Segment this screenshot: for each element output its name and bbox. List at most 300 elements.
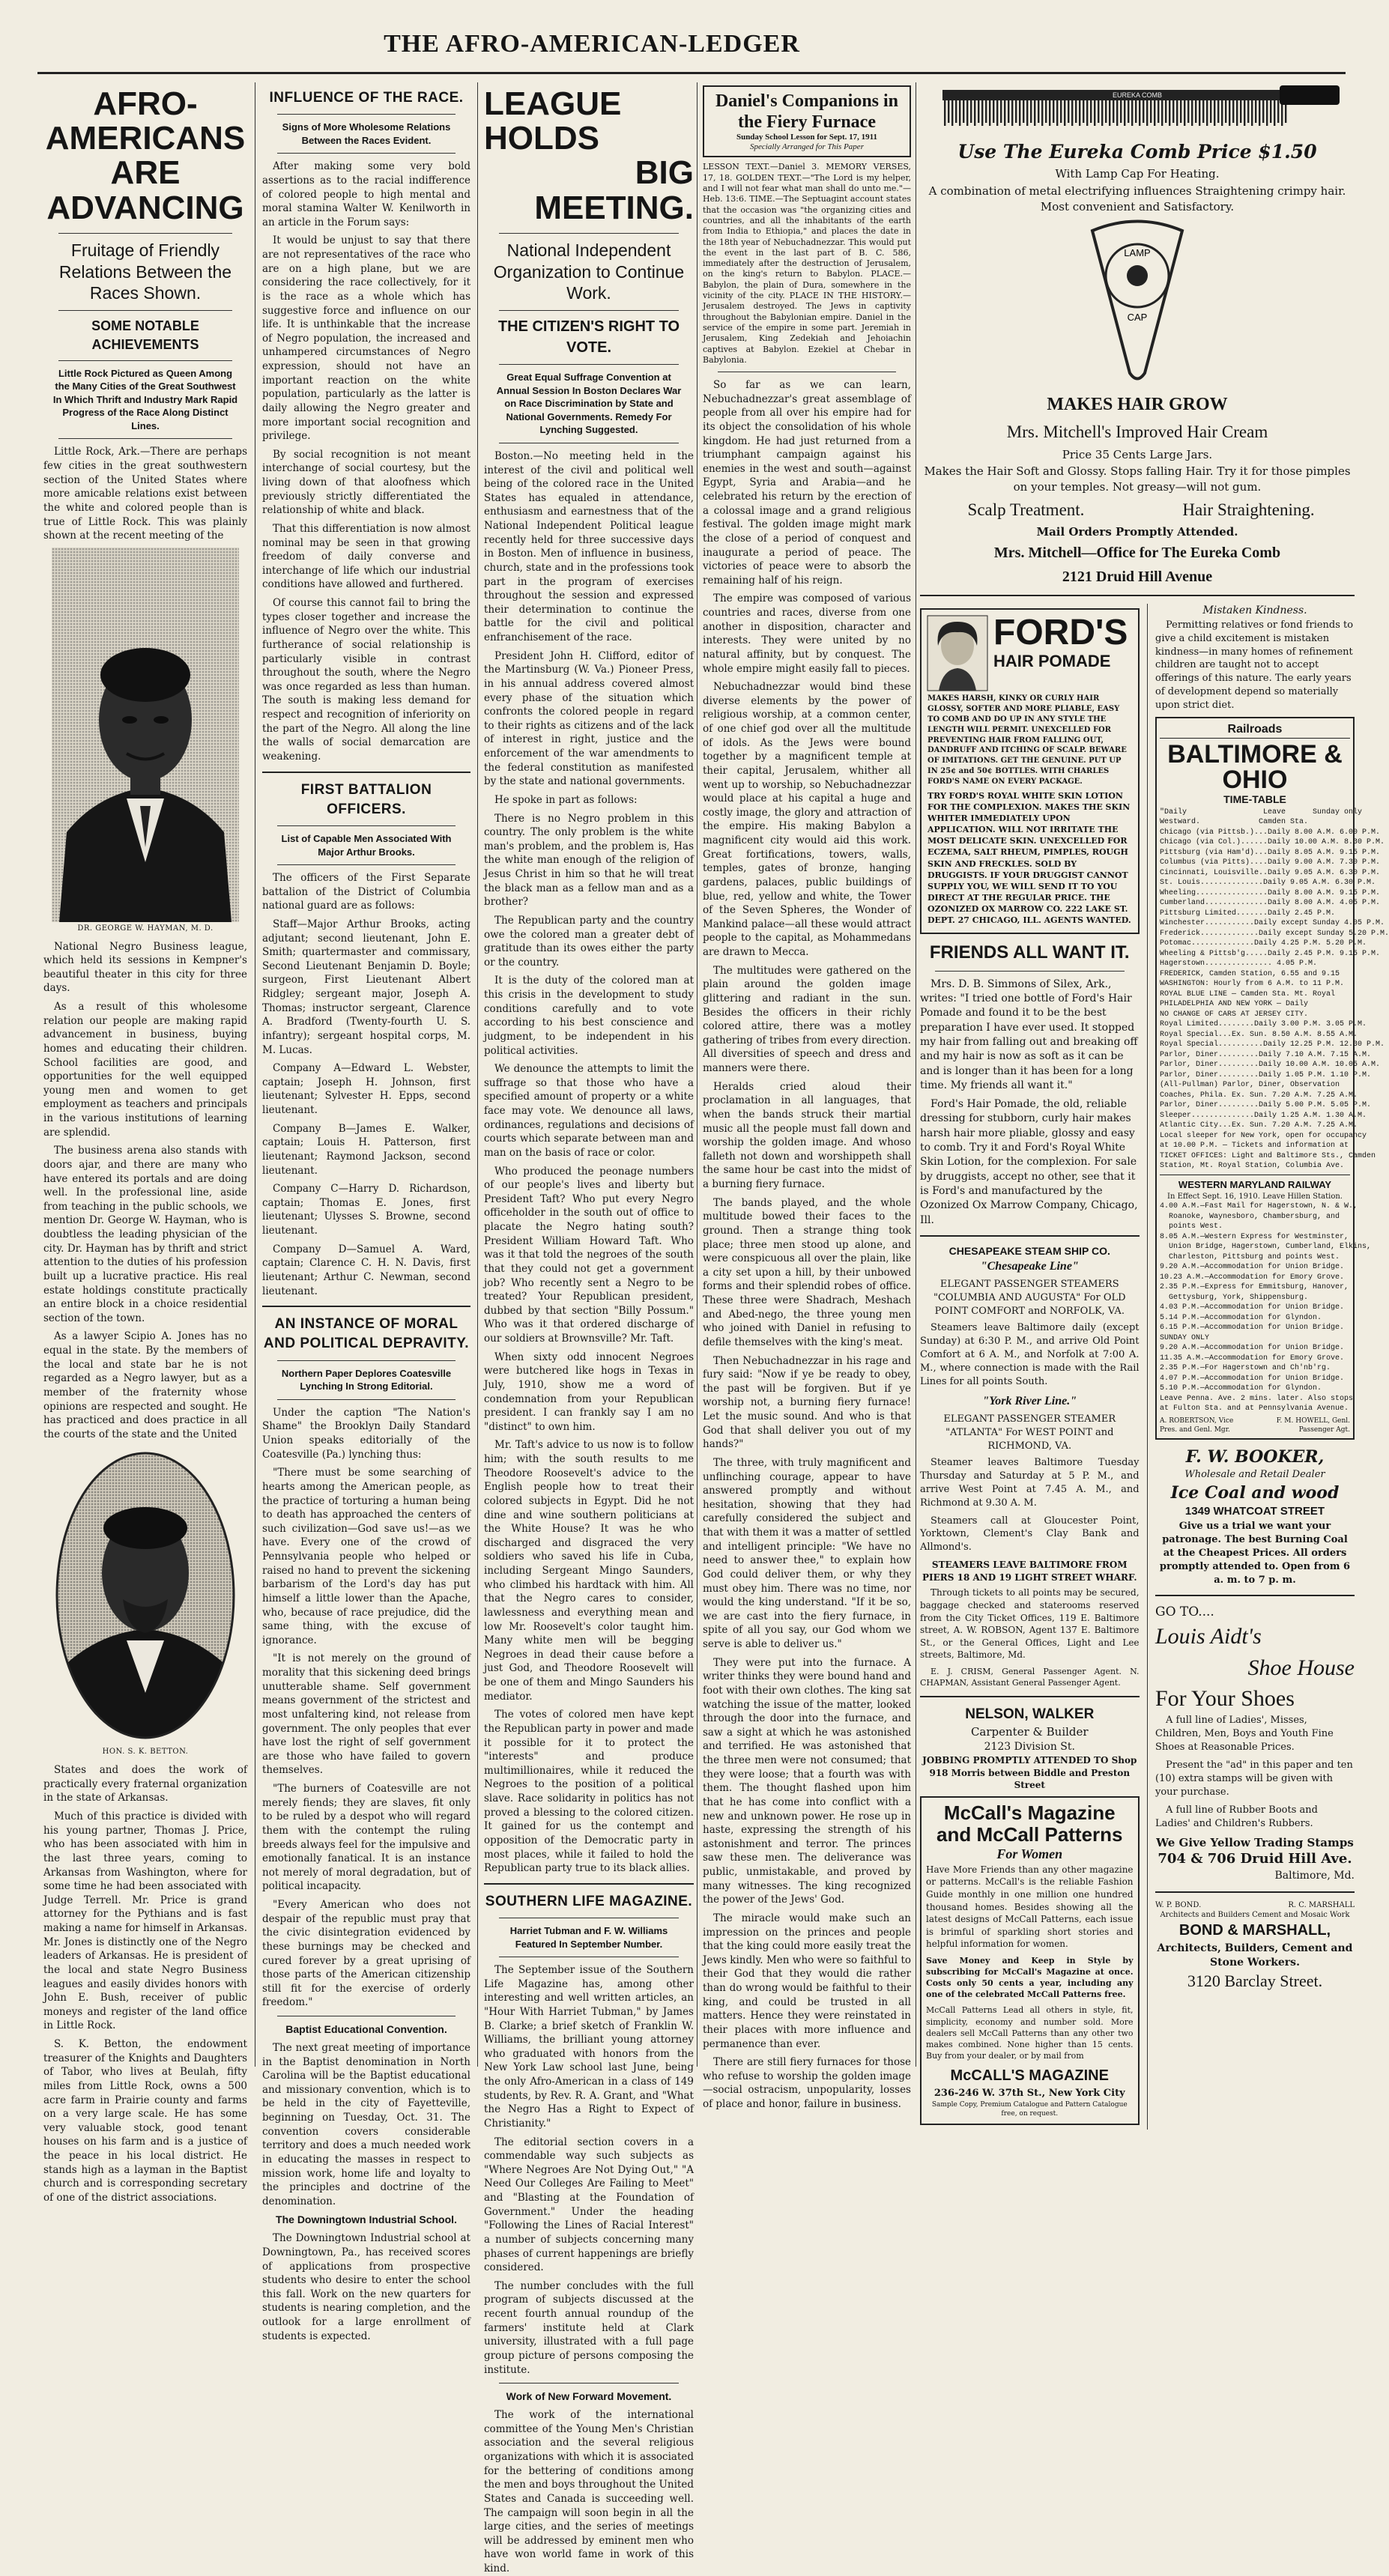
timetable-row: Atlantic City...Ex. Sun. 7.20 A.M. 7.25 A.M.: [1160, 1121, 1358, 1130]
bond-names: [1155, 1900, 1355, 1911]
chesapeake-line: "Chesapeake Line": [980, 1260, 1079, 1273]
friends-paragraph: Ford's Hair Pomade, the old, reliable dressing for stubborn, curly hair makes harsh hair more pliable, glossy and easy to comb. Try it and Ford's Royal White Skin Lotion, for the complexion. For sale by druggists, accept no other, see that it is Ford's and manufactured by the Ozonized Ox Marrow Company, Chicago, Ill.: [920, 1098, 1138, 1226]
comb-tooth: [1113, 100, 1114, 123]
hair-cream-description: Makes the Hair Soft and Glossy. Stops falling Hair. Try it for those pimples on your temples. Not greasy—will not gum.: [924, 464, 1351, 494]
article-paragraph: President John H. Clifford, editor of the Martinsburg (W. Va.) Pioneer Press, in his annual address covered almost every phase of the situation which confronts the colored people in regard to their rights as citizens and of the lack of interest in right, justice and the enforcement of the war amendments to the federal constitution as manifested by the state and national governments.: [484, 649, 694, 788]
mccall-subtitle: For Women: [996, 1846, 1063, 1862]
timetable-row: Pittsburg (via Ham'd)...Daily 8.05 A.M. 9.15 P.M.: [1160, 848, 1381, 857]
article-paragraph: As a result of this wholesome relation our people are making rapid advancement in business, buying homes and educating their children. School facilities are good, and opportunities for the well equipped young men and women to get employment as teachers and principals in the various institutions of learning are splendid.: [43, 1001, 247, 1139]
cap-label: CAP: [1127, 312, 1148, 324]
article-paragraph: The three, with truly magnificent and unflinching courage, appear to have answered promptly and without hesitation, showing that they had carefully considered the subject and that with them it was a matter of settled and intelligent principle: "We have no need to answer thee," to explain how God could deliver them, or why they must obey him. There was no time, nor would the king understand. "If it be so, we are cast into the fiery furnace, in spite of all you say, our God whom we serve is able to deliver us.": [703, 1456, 911, 1651]
timetable-row: 10.23 A.M.—Accommodation for Emory Grove.: [1160, 1273, 1345, 1282]
timetable-row: Parlor, Diner.........Daily 5.00 P.M. 5.05 P.M.: [1160, 1101, 1372, 1110]
divider: [920, 595, 1355, 596]
mccall-ad: [920, 1796, 1140, 2125]
timetable-row: WASHINGTON: Hourly from 6 A.M. to 11 P.M.: [1160, 980, 1345, 989]
timetable-row: Parlor, Diner.........Daily 1.05 P.M. 1.10 P.M.: [1160, 1070, 1372, 1079]
timetable-row: "Daily Leave Sunday only: [1160, 807, 1363, 816]
comb-tooth: [970, 100, 972, 123]
deck: Signs of More Wholesome Relations Between the Races Evident.: [282, 121, 451, 146]
portrait-caption: DR. GEORGE W. HAYMAN, M. D.: [77, 924, 214, 933]
divider: [277, 114, 456, 115]
comb-tooth: [1274, 100, 1275, 126]
aidt-name: Louis Aidt's: [1155, 1624, 1262, 1649]
fords-brand: [993, 613, 1128, 673]
timetable-row: points West.: [1160, 1222, 1223, 1231]
nelson-walker-ad: [920, 1705, 1140, 1792]
deck: Great Equal Suffrage Convention at Annual Session In Boston Declares War on Race Discrimination by State and National Governments. Remedy For Lynching Suggested.: [496, 372, 682, 436]
nelson-address: 2123 Division St.: [984, 1740, 1075, 1753]
ad-subcolumn-left: [920, 604, 1140, 2129]
york-text: Through tickets to all points may be secured, baggage checked and staterooms reserved from the City Ticket Offices, 119 E. Baltimore street, A. W. ROBSON, Agent 137 E. Baltimore St., or the General Offices, Light and Lee streets, Baltimore, Md.: [920, 1587, 1140, 1661]
divider: [277, 1399, 456, 1400]
fords-description: MAKES HARSH, KINKY OR CURLY HAIR GLOSSY, SOFTER AND MORE PLIABLE, EASY TO COMB AND DO UP IN ANY STYLE THE LENGTH WILL PERMIT. UNEXCELLED FOR PREVENTING HAIR FROM FALLING OUT, DANDRUFF AND ITCHING OF SCALP. BEWARE OF IMITATIONS. GET THE GENUINE. PUT UP IN 25¢ and 50¢ BOTTLES. WITH CHARLES FORD'S NAME ON EVERY PACKAGE.: [927, 694, 1127, 786]
wm-sign-left: A. ROBERTSON, Vice Pres. and Genl. Mgr.: [1160, 1416, 1234, 1434]
nelson-title: NELSON, WALKER: [965, 1706, 1095, 1723]
comb-tooth: [1277, 100, 1279, 123]
article-paragraph: By social recognition is not meant interchange of social courtesy, but the living down of that aloofness which previously strictly differentiated the relationship of white and black.: [262, 448, 470, 517]
mitchell-office: Mrs. Mitchell—Office for The Eureka Comb: [993, 545, 1281, 562]
comb-tooth: [1217, 100, 1219, 123]
divider: [58, 438, 232, 439]
timetable-row: Union Bridge, Hagerstown, Cumberland, Elkins,: [1160, 1243, 1372, 1252]
comb-tooth: [944, 100, 945, 126]
comb-tooth: [1098, 100, 1099, 123]
chesapeake-ad: [920, 1244, 1140, 1688]
comb-tooth: [948, 100, 949, 123]
timetable-row: at Fulton Sta. and at Pennsylvania Avenue.: [1160, 1404, 1349, 1413]
headline: [43, 87, 247, 225]
bo-subtitle: TIME-TABLE: [1223, 793, 1286, 806]
comb-tooth: [1199, 100, 1200, 126]
fords-header: [927, 613, 1132, 691]
booker-ad: [1155, 1446, 1355, 1587]
timetable-row: at 10.00 P.M. — Tickets and information at: [1160, 1142, 1349, 1151]
comb-tooth: [1128, 100, 1129, 123]
bond-right: R. C. MARSHALL: [1288, 1900, 1355, 1909]
divider: [935, 971, 1125, 972]
article-paragraph: It would be unjust to say that there are not representatives of the race who are on a high plane, but we are considering the race collectively, for it is the race as a whole which has suggestive force and influence on our life. It is unthinkable that the increase of Negro population, the increased and unhampered circumstances of Negro expression, should not have an important reaction on the white population, particularly as the latter is daily allowing the Negro greater and more important social recognition and privilege.: [262, 234, 470, 443]
divider: [262, 1306, 470, 1307]
timetable-row: Coaches, Phila. Ex. Sun. 7.20 A.M. 7.25 A.M.: [1160, 1091, 1358, 1100]
bo-timetable: [1160, 807, 1389, 1172]
comb-tooth: [1221, 100, 1223, 126]
comb-tooth: [1053, 100, 1054, 123]
aidt-text: Present the "ad" in this paper and ten (10) extra stamps will be given with your purchase.: [1155, 1760, 1353, 1798]
headline-line-2: ARE ADVANCING: [46, 154, 244, 226]
timetable-row: 4.00 A.M.—Fast Mail for Hagerstown, N. & W.,: [1160, 1202, 1358, 1211]
article-paragraph: The officers of the First Separate battalion of the District of Columbia national guard are as follows:: [262, 872, 470, 912]
timetable-row: (All-Pullman) Parlor, Diner, Observation: [1160, 1081, 1340, 1090]
wm-subtitle: In Effect Sept. 16, 1910. Leave Hillen Station.: [1167, 1192, 1343, 1201]
comb-tooth: [981, 100, 983, 126]
comb-tooth: [1206, 100, 1208, 126]
comb-tooth: [1131, 100, 1133, 126]
article-paragraph: The Republican party and the country owe the colored man a greater debt of gratitude than its owes either the party or the country.: [484, 914, 694, 969]
fords-subtitle: HAIR POMADE: [993, 651, 1111, 670]
booker-subtitle: Wholesale and Retail Dealer: [1184, 1469, 1325, 1480]
article-paragraph: The bands played, and the whole multitude bowed their faces to the ground. Then a strange thing took place; three men stood up alone, and were conspicuous all over the plain, like a city set upon a hill, by their unbowed forms and their splendid robes of office. These three were Shadrach, Meshach and Abed-nego, the three young men who joined with Daniel in refusing to defile themselves with the king's meat.: [703, 1196, 911, 1348]
timetable-row: 4.07 P.M.—Accommodation for Union Bridge.: [1160, 1374, 1345, 1383]
divider: [277, 153, 456, 154]
friends-paragraph: Mrs. D. B. Simmons of Silex, Ark., writes: "I tried one bottle of Ford's Hair Pomade and found it to be the best preparation I have ever used. It stopped my hair from falling out and breaking off and my hair is now as soft as it can be and is longer than it has been for a long time. My friends all want it.": [920, 978, 1138, 1091]
comb-tooth: [1116, 100, 1118, 126]
booker-title: F. W. BOOKER,: [1185, 1446, 1325, 1467]
timetable-row: Parlor, Diner.........Daily 10.00 A.M. 10.05 A.M.: [1160, 1061, 1381, 1070]
comb-tooth: [1255, 100, 1256, 123]
article-paragraph: Much of this practice is divided with his young partner, Thomas J. Price, who has been associated with him in the last three years, coming to Arkansas from Washington, where for some time he had been associated with Judge Terrell. Mr. Price is grand attorney for the Pythians and is fast making a name for himself in Arkansas. Mr. Jones is distinctly one of the Negro leaders of Arkansas. He is president of the local and state Negro Business leagues and easily divides honors with John E. Bush, receiver of public moneys and register of the land office in Little Rock.: [43, 1810, 247, 2032]
comb-tooth: [1090, 100, 1092, 123]
timetable-row: Royal Limited........Daily 3.00 P.M. 3.05 P.M.: [1160, 1020, 1367, 1029]
comb-tooth: [1124, 100, 1125, 126]
article-paragraph: When sixty odd innocent Negroes were butchered like hogs in Texas in July, 1910, show me a word of condemnation from your Republican president. I can frankly say I am no "distinct" to own him.: [484, 1351, 694, 1433]
section-heading: SOUTHERN LIFE MAGAZINE.: [485, 1893, 693, 1909]
subheadline: Fruitage of Friendly Relations Between the Races Shown.: [58, 240, 232, 303]
article-paragraph: Company A—Edward L. Webster, captain; Joseph H. Johnson, first lieutenant; Sylvester H. Epps, second lieutenant.: [262, 1062, 470, 1117]
deck: Northern Paper Deplores Coatesville Lynching In Strong Editorial.: [281, 1367, 452, 1392]
timetable-row: TICKET OFFICES: Light and Baltimore Sts., Camden: [1160, 1151, 1376, 1160]
timetable-row: FREDERICK, Camden Station, 6.55 and 9.15: [1160, 969, 1340, 978]
nelson-subtitle: Carpenter & Builder: [970, 1725, 1089, 1739]
article-paragraph: Of course this cannot fail to bring the types closer together and increase the influence of Negro over the white. This furtherance of social relationship is particularly visible in contrast throughout the south, where the Negro was once regarded as less than human. The south is making less demand for respect and recognition of inferiority on the part of the Negro. All along the line the walls of social demarcation are weakening.: [262, 597, 470, 763]
comb-tooth: [1135, 100, 1137, 123]
headline-line-1: AFRO-AMERICANS: [45, 85, 246, 157]
york-signature: E. J. CRISM, General Passenger Agent. N. CHAPMAN, Assistant General Passenger Agent.: [920, 1666, 1140, 1688]
divider: [484, 1883, 694, 1885]
york-text: Steamers call at Gloucester Point, Yorktown, Clement's Clay Bank and Allmond's.: [920, 1515, 1140, 1554]
comb-tooth: [1026, 100, 1028, 126]
lesson-title: Daniel's Companions in the Fiery Furnace: [715, 91, 899, 132]
comb-tooth: [1214, 100, 1215, 126]
timetable-row: Columbus (via Pitts)....Daily 9.00 A.M. 7.30 P.M.: [1160, 858, 1381, 867]
column-rule: [1147, 604, 1148, 2129]
article-paragraph: As a lawyer Scipio A. Jones has no equal in the state. By the members of the local and state bar he is not regarded as a Negro lawyer, but as a member of the fraternity whose opinions are respected and sought. He has practiced and does practice in all the courts of the state and the United: [43, 1330, 247, 1440]
article-paragraph: "The burners of Coatesville are not merely fiends; they are slaves, fit only to be ruled by a despot who will regard them with the contempt the ruling breeds always feel for the impulsive and emotionally fanatical. It is an instance not merely of moral degradation, but of political incapacity.: [262, 1783, 470, 1893]
comb-tooth: [1195, 100, 1196, 123]
timetable-row: Wheeling................Daily 8.00 A.M. 9.15 P.M.: [1160, 888, 1381, 897]
headline-line-2: BIG MEETING.: [534, 154, 694, 226]
comb-tooth: [1187, 100, 1189, 123]
comb-tooth: [1259, 100, 1260, 126]
deck: Little Rock Pictured as Queen Among the Many Cities of the Great Southwest In Which Thrift and Industry Mark Rapid Progress of the Race Along Distinct Lines.: [52, 367, 238, 431]
article-paragraph: After making some very bold assertions as to the racial indifference of colored people to high mental and moral stamina Walter W. Kenilworth in an article in the Forum says:: [262, 160, 470, 228]
bold-subheadline: SOME NOTABLE ACHIEVEMENTS: [91, 318, 199, 352]
eureka-subtitle: With Lamp Cap For Heating.: [1055, 167, 1220, 181]
timetable-row: Westward. Camden Sta.: [1160, 818, 1309, 827]
timetable-row: Chicago (via Pittsb.)...Daily 8.00 A.M. 6.00 P.M.: [1160, 828, 1381, 837]
comb-tooth: [1068, 100, 1069, 123]
article-paragraph: Under the caption "The Nation's Shame" the Brooklyn Daily Standard Union speaks editorially of the Coatesville (Pa.) lynching thus:: [262, 1406, 470, 1461]
aidt-stamps: We Give Yellow Trading Stamps: [1156, 1835, 1354, 1849]
comb-tooth: [1172, 100, 1174, 123]
comb-tooth: [1143, 100, 1144, 123]
lower-ad-columns: [920, 604, 1389, 2129]
divider: [1155, 1891, 1355, 1893]
timetable-row: Sleeper..............Daily 1.25 A.M. 1.30 A.M.: [1160, 1111, 1367, 1120]
article-paragraph: Boston.—No meeting held in the interest of the civil and political well being of the colored race in the United States has equaled in attendance, enthusiasm and earnestness that of the National Independent Political league recently held for three successive days in Boston. Men of influence in business, church, state and in the professions took part in the program of exercises throughout the session and expressed their determination to continue the battle for the civil and political enfranchisement of the race.: [484, 449, 694, 644]
comb-tooth: [1064, 100, 1065, 126]
wm-sign-right: F. M. HOWELL, Genl. Passenger Agt.: [1276, 1416, 1350, 1434]
comb-tooth: [1120, 100, 1122, 123]
york-leave: STEAMERS LEAVE BALTIMORE FROM PIERS 18 AND 19 LIGHT STREET WHARF.: [922, 1560, 1137, 1583]
comb-tooth: [1210, 100, 1211, 123]
hair-cream-price: Price 35 Cents Large Jars.: [1062, 447, 1213, 461]
york-text: Steamer leaves Baltimore Tuesday Thursday and Saturday at 5 P. M., and arrive West Point at 7.45 A. M., and Richmond at 9.30 A. M.: [920, 1456, 1140, 1509]
aidt-text: A full line of Ladies', Misses, Children, Men, Boys and Youth Fine Shoes at Reasonable Prices.: [1155, 1715, 1334, 1754]
ad-subcolumn-right: [1155, 604, 1389, 2129]
article-paragraph: The votes of colored men have kept the Republican party in power and made it possible for it to protect the "interests" and produce multimillionaires, while it reduced the Negroes to the position of a political slave. Race solidarity in politics has not proved a blessing to the colored citizen. It gained for us the contempt and opposition of the Democratic party in most places, while it failed to hold the Republican party true to its black allies.: [484, 1709, 694, 1875]
comb-tooth: [1109, 100, 1110, 126]
timetable-row: St. Louis..............Daily 9.05 A.M. 6.30 P.M.: [1160, 879, 1376, 888]
lesson-note: Specially Arranged for This Paper: [750, 142, 864, 151]
timetable-row: Frederick.............Daily except Sunday 5.20 P.M.: [1160, 929, 1389, 938]
timetable-row: Wheeling & Pittsb'g.....Daily 2.45 P.M. 9.15 P.M.: [1160, 949, 1381, 958]
article-paragraph: There is no Negro problem in this country. The only problem is the white man's problem, and the problem is, Has the white man enough of the religion of Jesus Christ in him so that he will treat the black man as a fellow man and as a brother?: [484, 812, 694, 909]
timetable-row: Roanoke, Waynesboro, Chambersburg, and: [1160, 1212, 1340, 1221]
friends-title: FRIENDS ALL WANT IT.: [929, 942, 1130, 963]
timetable-row: Parlor, Diner.........Daily 7.10 A.M. 7.15 A.M.: [1160, 1050, 1372, 1059]
mccall-patterns: McCall Patterns Lead all others in style, fit, simplicity, economy and number sold. More dealers sell McCall Patterns than any other two makes combined. None higher than 15 cents. Buy from your dealer, or by mail from: [926, 2005, 1134, 2061]
mail-orders: Mail Orders Promptly Attended.: [1036, 525, 1238, 539]
comb-tooth: [1161, 100, 1163, 126]
divider: [262, 772, 470, 773]
chesapeake-title: CHESAPEAKE STEAM SHIP CO.: [948, 1244, 1110, 1257]
timetable-row: NO CHANGE OF CARS AT JERSEY CITY.: [1160, 1010, 1309, 1019]
bond-name: BOND & MARSHALL,: [1178, 1922, 1331, 1939]
eureka-title: Use The Eureka Comb Price $1.50: [957, 140, 1317, 163]
timetable-row: Cumberland..............Daily 8.00 A.M. 4.05 P.M.: [1160, 899, 1381, 908]
comb-tooth: [1086, 100, 1088, 126]
bond-left: W. P. BOND.: [1155, 1900, 1202, 1909]
divider: [58, 310, 232, 311]
mccall-save: Save Money and Keep in Style by subscribing for McCall's Magazine at once. Costs only 50 cents a year, including any one of the celebrated McCall Patterns free.: [926, 1955, 1134, 2000]
timetable-row: 2.35 P.M.—Express for Emmitsburg, Hanover,: [1160, 1283, 1349, 1292]
aidt-city: Baltimore, Md.: [1274, 1870, 1355, 1882]
comb-tooth: [1041, 100, 1043, 126]
comb-tooth: [1139, 100, 1140, 126]
comb-tooth: [989, 100, 990, 126]
comb-tooth: [1004, 100, 1005, 126]
article-paragraph: The next great meeting of importance in the Baptist denomination in North Carolina will be the Baptist educational and missionary convention, which is to be held in the city of Fayetteville, beginning on Tuesday, Oct. 31. The convention covers considerable territory and does a much needed work in educating the masses in respect to mission work, home life and loyalty to the principles and doctrine of the denomination.: [262, 2041, 470, 2207]
comb-tooth: [1008, 100, 1009, 123]
bond-marshall-ad: [1155, 1900, 1355, 1993]
booker-products: Ice Coal and wood: [1170, 1482, 1340, 1503]
comb-tooth: [1045, 100, 1047, 123]
eureka-description: A combination of metal electrifying influences Straightening crimpy hair. Most convenient and Satisfactory.: [928, 184, 1346, 213]
mitchell-address: 2121 Druid Hill Avenue: [1062, 568, 1213, 585]
article-paragraph: National Negro Business league, which held its sessions in Kempner's beautiful theater in this city for three days.: [43, 940, 247, 995]
timetable-row: Chicago (via Col.)......Daily 10.00 A.M. 8.30 P.M.: [1160, 838, 1385, 847]
comb-tooth: [1270, 100, 1271, 123]
timetable-row: PHILADELPHIA AND NEW YORK — Daily: [1160, 1000, 1309, 1009]
booker-text: Give us a trial we want your patronage. The best Burning Coal at the Cheapest Prices. All orders promptly attended to. Open from 6 a. m. to 7 p. m.: [1159, 1520, 1351, 1586]
section-heading: INFLUENCE OF THE RACE.: [269, 90, 464, 106]
timetable-row: Gettysburg, York, Shippensburg.: [1160, 1293, 1309, 1302]
comb-tooth: [1176, 100, 1178, 126]
timetable-row: 5.14 P.M.—Accommodation for Glyndon.: [1160, 1313, 1322, 1322]
comb-tooth: [993, 100, 994, 123]
comb-tooth: [1000, 100, 1002, 123]
comb-tooth: [1158, 100, 1159, 123]
section-heading: AN INSTANCE OF MORAL AND POLITICAL DEPRAVITY.: [263, 1316, 470, 1352]
timetable-row: 2.35 P.M.—For Hagerstown and Ch'nb'rg.: [1160, 1364, 1331, 1373]
comb-tooth: [1244, 100, 1245, 126]
article-paragraph: The Downingtown Industrial school at Downingtown, Pa., has received scores of applications from prospective students who desire to enter the school this fall. Work on the new quarters for students is nearing completion, and the outlook for a large enrollment of students is expected.: [262, 2232, 470, 2342]
fords-title: FORD'S: [993, 613, 1128, 653]
hair-grow-title: MAKES HAIR GROW: [1047, 394, 1228, 414]
article-paragraph: S. K. Betton, the endowment treasurer of the Knights and Daughters of Tabor, who lives at Beulah, fifty miles from Little Rock, owns a 500 acre farm in Prairie county and farms on a very large scale. He has some very valuable stock, good tenant houses on his farm and is a justice of the peace in his local district. He stands high as a layman in the Baptist church and is corresponding secretary of one of the district associations.: [43, 2038, 247, 2204]
comb-tooth: [1011, 100, 1013, 126]
chesapeake-steamers: ELEGANT PASSENGER STEAMERS "COLUMBIA AND AUGUSTA" For OLD POINT COMFORT and NORFOLK, VA.: [933, 1279, 1126, 1318]
wm-title: WESTERN MARYLAND RAILWAY: [1178, 1178, 1332, 1190]
chesapeake-text: Steamers leave Baltimore daily (except Sunday) at 6:30 P. M., and arrive Old Point Comfort at 6 A. M., and Norfolk at 7:00 A. M., where connection is made with the Rail Lines for all points South.: [920, 1322, 1140, 1387]
section-heading: Work of New Forward Movement.: [506, 2390, 672, 2403]
article-paragraph: Then Nebuchadnezzar in his rage and fury said: "Now if ye be ready to obey, the past will be forgiven. But if ye worship not, a burning fiery furnace! Let the music sound. And who is that God that shall deliver you out of my hands?": [703, 1354, 911, 1451]
hair-cream-name: Mrs. Mitchell's Improved Hair Cream: [1006, 422, 1268, 441]
portrait-caption: HON. S. K. BETTON.: [102, 1748, 189, 1757]
booker-address: 1349 WHATCOAT STREET: [1184, 1505, 1325, 1518]
bold-subheadline: THE CITIZEN'S RIGHT TO VOTE.: [497, 318, 680, 356]
divider: [920, 1696, 1140, 1697]
comb-tooth: [1251, 100, 1253, 126]
comb-tooth: [1038, 100, 1039, 123]
article-paragraph: The business arena also stands with doors ajar, and there are many who have entered its portals and are doing well. In the professional line, aside from teaching in the public schools, we mention Dr. George W. Hayman, who is doubtless the leading physician of the city. Dr. Hayman has by thrift and strict attention to the duties of his profession built up a lucrative practice. His real estate holdings constitute practically an entire block in a choice residential section of the town.: [43, 1145, 247, 1324]
lesson-text: LESSON TEXT.—Daniel 3. MEMORY VERSES, 17, 18. GOLDEN TEXT.—"The Lord is my helper, and I will not fear what man shall do unto me."—Heb. 13:6. TIME.—The Septuagint account states that the occasion was "the organizing cities and countries, and all the inhabitants of the earth from India to Ethiopia," and places the date in the 18th year of Nebuchadnezzar. This would put the event in the last part of B. C. 586, immediately after the destruction of Jerusalem, on the king's return to Babylon. PLACE.—Babylon, the plain of Dura, somewhere in the vicinity of the city. PLACE IN THE HISTORY.—Jerusalem destroyed. The Jews in captivity throughout the Babylonian empire. Daniel in the service of the empire in some part. Jeremiah in Jerusalem, King Zedekiah and Jehoiachin captives at Babylon. Ezekiel at Chebar in Babylonia.: [703, 162, 911, 365]
timetable-row: Charleston, Pittsburg and points West.: [1160, 1252, 1340, 1261]
timetable-row: 8.05 A.M.—Western Express for Westminster,: [1160, 1232, 1349, 1241]
aidt-for-shoes: For Your Shoes: [1155, 1685, 1295, 1711]
nelson-text: JOBBING PROMPTLY ATTENDED TO Shop 918 Morris between Biddle and Preston Street: [922, 1755, 1137, 1791]
timetable-row: Cincinnati, Louisville..Daily 9.05 A.M. 6.30 P.M.: [1160, 868, 1381, 877]
comb-tooth: [1101, 100, 1103, 126]
comb-tooth: [1240, 100, 1241, 123]
article-paragraph: The September issue of the Southern Life Magazine has, among other interesting and well written articles, an "Hour With Harriet Tubman," by James B. Clarke; a brief sketch of Franklin W. Williams, the brilliant young attorney who graduated with honors from the New York Law school last June, being the only Afro-American in a class of 149 students, by Rev. R. A. Grant, and "What the Negro Has a Right to Expect of Christianity.": [484, 1964, 694, 2130]
mccall-title: McCall's Magazine and McCall Patterns: [936, 1801, 1123, 1846]
aidt-address: 704 & 706 Druid Hill Ave.: [1158, 1851, 1352, 1867]
article-paragraph: Staff—Major Arthur Brooks, acting adjutant; second lieutenant, John E. Smith; quartermaster and commissary, Second Lieutenant Benjamin D. Boyle; surgeon, First Lieutenant Albert Ridgley; sergeant major, Joseph A. Thomas; instructor sergeant, Clarence A. Bradford (Twenty-fourth U. S. infantry); sergeant hospital corps, M. M. Lucas.: [262, 918, 470, 1056]
comb-tooth: [1030, 100, 1032, 123]
bond-description: Architects, Builders, Cement and Stone Workers.: [1157, 1942, 1353, 1969]
aidt-shoe-house: Shoe House: [1247, 1655, 1355, 1680]
comb-tooth: [1232, 100, 1234, 123]
advertisement-column: [920, 82, 1389, 2118]
mccall-fine-print: Sample Copy, Premium Catalogue and Pattern Catalogue free, on request.: [931, 2100, 1128, 2118]
mistaken-title: Mistaken Kindness.: [1202, 604, 1307, 617]
fords-lotion: TRY FORD'S ROYAL WHITE SKIN LOTION FOR THE COMPLEXION. MAKES THE SKIN WHITER IMMEDIATELY UPON APPLICATION. WILL NOT IRRITATE THE MOST DELICATE SKIN. UNEXCELLED FOR ECZEMA, SALT RHEUM, PIMPLES, ROUGH SKIN AND FRECKLES. SOLD BY DRUGGISTS. IF YOUR DRUGGIST CANNOT SUPPLY YOU, WE WILL SEND IT TO YOU DIRECT AT THE REGULAR PRICE. THE OZONIZED OX MARROW CO. 222 LAKE ST. DEPT. 27 CHICAGO, ILL. AGENTS WANTED.: [927, 790, 1131, 926]
comb-tooth: [1154, 100, 1155, 126]
article-paragraph: States and does the work of practically every fraternal organization in the state of Arkansas.: [43, 1764, 247, 1804]
timetable-row: 6.15 P.M.—Accommodation for Union Bridge.: [1160, 1324, 1345, 1333]
comb-tooth: [1262, 100, 1264, 123]
column-1: [43, 82, 247, 2204]
article-paragraph: Company B—James E. Walker, captain; Louis H. Patterson, first lieutenant; Raymond Jackson, second lieutenant.: [262, 1122, 470, 1177]
comb-tooth: [1056, 100, 1058, 126]
comb-tooth: [1180, 100, 1181, 123]
article-paragraph: So far as we can learn, Nebuchadnezzar's great assemblage of people from all over his empire had for its object the consolidation of his whole kingdom. He had just returned from a triumphant campaign against his enemies in the west and south—against Egypt, Syria and Arabia—and he celebrated his return by the erection of a colossal image and a grand religious festival. The golden image might mark the close of a period of conquest and inaugurate a period of peace. The victories of peace were to absorb the remaining half of his reign.: [703, 379, 911, 587]
timetable-row: 4.03 P.M.—Accommodation for Union Bridge.: [1160, 1303, 1345, 1312]
article-paragraph: Company D—Samuel A. Ward, captain; Clarence C. H. N. Davis, first lieutenant; Arthur C. Newman, second lieutenant.: [262, 1243, 470, 1297]
comb-tooth: [1266, 100, 1268, 126]
comb-tooth: [1023, 100, 1024, 123]
hair-straightening: Hair Straightening.: [1182, 500, 1315, 519]
article-paragraph: "It is not merely on the ground of morality that this sickening deed brings unutterable shame. Self government means government of the strictest and most unfaltering kind, not release from government. The only peoples that ever have lost the right of self government are those who have failed to govern themselves.: [262, 1652, 470, 1777]
timetable-row: Pittsburg Limited.......Daily 2.45 P.M.: [1160, 909, 1336, 918]
article-paragraph: It is the duty of the colored man at this crisis in the development to study conditions carefully and to vote according to his best conscience and judgment, to be independent in his political activities.: [484, 975, 694, 1057]
woman-portrait-icon: [927, 616, 987, 691]
fords-pomade-ad: [920, 608, 1140, 933]
comb-tooth: [1184, 100, 1185, 126]
comb-tooth: [1079, 100, 1080, 126]
divider: [277, 864, 456, 865]
subheadline: National Independent Organization to Continue Work.: [493, 240, 685, 303]
portrait-image: [52, 548, 239, 922]
timetable-row: Potomac..............Daily 4.25 P.M. 5.20 P.M.: [1160, 939, 1367, 948]
lesson-title-box: [703, 85, 911, 157]
timetable-row: 9.20 A.M.—Accommodation for Union Bridge.: [1160, 1344, 1345, 1353]
article-paragraph: There are still fiery furnaces for those who refuse to worship the golden image—social ostracism, unpopularity, losses of place and honor, failure in business.: [703, 2056, 911, 2111]
column-2: [262, 82, 470, 2342]
comb-tooth: [996, 100, 998, 126]
lamp-label: LAMP: [1124, 247, 1151, 259]
timetable-row: Leave Penna. Ave. 2 mins. later. Also stops: [1160, 1394, 1354, 1403]
comb-tooth: [1049, 100, 1050, 126]
oval-portrait-image: [52, 1446, 239, 1745]
mccall-text: Have More Friends than any other magazine or patterns. McCall's is the reliable Fashion Guide monthly in one million one hundred thousand homes. Besides showing all the latest designs of McCall Patterns, each issue is brimful of sparkling short stories and helpful information for women.: [926, 1864, 1134, 1950]
comb-label: EUREKA COMB: [1112, 91, 1163, 99]
divider: [58, 233, 232, 234]
mccall-name: McCALL'S MAGAZINE: [950, 2067, 1109, 2085]
comb-tooth: [1150, 100, 1152, 123]
divider: [277, 825, 456, 826]
comb-tooth: [951, 100, 953, 126]
divider: [920, 1235, 1140, 1237]
mccall-address: 236-246 W. 37th St., New York City: [933, 2087, 1125, 2099]
article-paragraph: They were put into the furnace. A writer thinks they were bound hand and foot with their own clothes. The king sat watching the issue of the matter, looked through the door into the furnace, and saw a sight at which he was astonished and terrified. He was astonished that the three men were not consumed; that they were loose; that a fourth was with them. The thought flashed upon him that he has come into conflict with a new and unknown power. He rose up in haste, expressing the strength of his astonishment and terror. The princes saw these men. The deliverance was public, unmistakable, and proved by many witnesses. The king recognized the power of the Jews' God.: [703, 1656, 911, 1906]
article-paragraph: The editorial section covers in a commendable way such subjects as "Where Negroes Are Not Dying Out," "A Need Our Colleges Are Failing to Meet" and "Blasting at the Foundation of Government." Under the heading "Following the Lines of Racial Interest" a number of subjects concerning many phases of current happenings are briefly considered.: [484, 2136, 694, 2274]
timetable-row: Hagerstown............... 4.05 P.M.: [1160, 960, 1318, 969]
goto-label: GO TO....: [1155, 1604, 1214, 1619]
article-paragraph: Little Rock, Ark.—There are perhaps few cities in the great southwestern section of the United States where more amicable relations exist between the white and colored people than is true of Little Rock. This was plainly shown at the recent meeting of the: [43, 446, 247, 542]
comb-tooth: [1146, 100, 1148, 126]
headline: [484, 87, 694, 225]
timetable-row: Local sleeper for New York, open for occupancy: [1160, 1131, 1367, 1140]
timetable-row: 11.35 A.M.—Accommodation for Emory Grove.: [1160, 1354, 1345, 1363]
timetable-row: Royal Special...Ex. Sun. 8.50 A.M. 8.55 A.M.: [1160, 1030, 1358, 1039]
comb-tooth: [963, 100, 964, 123]
comb-tooth: [1169, 100, 1170, 126]
hair-services: [920, 498, 1355, 522]
comb-tooth: [1083, 100, 1084, 123]
article-paragraph: The work of the international committee of the Young Men's Christian association and the several religious organizations with which it is associated for the bettering of conditions among the men and boys throughout the United States and Canada is succeeding well. The campaign will soon begin in all the large cities, and the series of meetings will be addressed by eminent men who have won world fame in work of this kind.: [484, 2409, 694, 2575]
comb-tooth: [1094, 100, 1095, 126]
comb-tooth: [985, 100, 987, 123]
bond-address: 3120 Barclay Street.: [1187, 1972, 1323, 1991]
comb-tooth: [1105, 100, 1107, 123]
section-heading: The Downingtown Industrial School.: [276, 2213, 457, 2226]
comb-icon: [927, 82, 1347, 135]
article-paragraph: He spoke in part as follows:: [494, 793, 638, 806]
timetable-row: ROYAL BLUE LINE — Camden Sta. Mt. Royal: [1160, 990, 1336, 998]
comb-tooth: [1015, 100, 1017, 123]
comb-tooth: [1191, 100, 1193, 126]
divider: [277, 1360, 456, 1361]
comb-tooth: [959, 100, 960, 126]
column-rule: [477, 82, 478, 2067]
timetable-row: Station, Mt. Royal Station, Columbia Ave.: [1160, 1162, 1345, 1171]
comb-tooth: [1229, 100, 1230, 126]
article-paragraph: "There must be some searching of hearts among the American people, as the practice of torturing a human being to death has approached the centers of such civilization—God save us!—as we have. Every one of the crowd of Pennsylvania people who helped or raised no hand to prevent the sickening barbarism of the Lord's day has put himself a little lower than the Apache, who, because of race prejudice, did the same thing, with the excuse of ignorance.: [262, 1467, 470, 1646]
comb-tooth: [978, 100, 979, 123]
